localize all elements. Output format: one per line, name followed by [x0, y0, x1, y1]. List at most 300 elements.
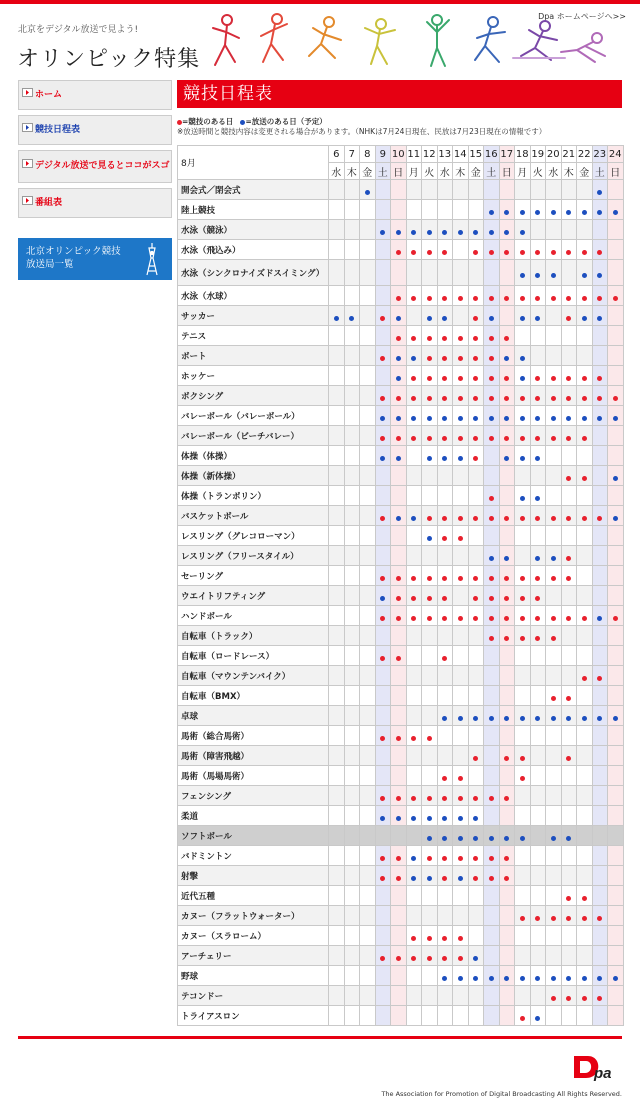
- schedule-cell: [530, 766, 546, 786]
- schedule-cell: [484, 606, 500, 626]
- schedule-cell: [499, 966, 515, 986]
- schedule-cell: [329, 260, 345, 286]
- schedule-row: [178, 486, 624, 506]
- date-17: 17: [499, 146, 515, 163]
- competition-day-dot: [442, 616, 447, 621]
- schedule-cell: [422, 786, 438, 806]
- schedule-cell: [515, 766, 531, 786]
- competition-day-dot: [566, 576, 571, 581]
- schedule-cell: [344, 200, 360, 220]
- competition-day-dot: [535, 616, 540, 621]
- schedule-cell: [592, 826, 608, 846]
- competition-day-dot: [473, 456, 478, 461]
- competition-day-dot: [597, 296, 602, 301]
- schedule-cell: [515, 646, 531, 666]
- schedule-cell: [608, 826, 624, 846]
- schedule-cell: [530, 606, 546, 626]
- competition-day-dot: [427, 736, 432, 741]
- competition-day-dot: [427, 376, 432, 381]
- schedule-cell: [530, 886, 546, 906]
- schedule-cell: [608, 586, 624, 606]
- competition-day-dot: [489, 356, 494, 361]
- broadcaster-list-banner[interactable]: [18, 238, 172, 280]
- schedule-cell: [468, 180, 484, 200]
- schedule-cell: [375, 946, 391, 966]
- schedule-cell: [608, 846, 624, 866]
- schedule-cell: [561, 646, 577, 666]
- broadcast-day-dot: [427, 416, 432, 421]
- schedule-cell: [499, 566, 515, 586]
- schedule-cell: [499, 826, 515, 846]
- schedule-cell: [484, 986, 500, 1006]
- schedule-cell: [391, 846, 407, 866]
- site-tagline: 北京をデジタル放送で見よう!: [18, 25, 139, 35]
- schedule-cell: [546, 260, 562, 286]
- schedule-cell: [561, 726, 577, 746]
- schedule-cell: [453, 946, 469, 966]
- schedule-cell: [360, 306, 376, 326]
- broadcast-day-dot: [489, 210, 494, 215]
- schedule-cell: [437, 486, 453, 506]
- schedule-cell: [530, 286, 546, 306]
- nav-program-guide[interactable]: [18, 188, 172, 218]
- schedule-table: [177, 145, 624, 1026]
- schedule-cell: [422, 506, 438, 526]
- schedule-cell: [468, 426, 484, 446]
- schedule-cell: [344, 806, 360, 826]
- schedule-cell: [530, 260, 546, 286]
- schedule-row: [178, 1006, 624, 1026]
- sport-name: フェンシング: [178, 786, 329, 806]
- schedule-cell: [360, 946, 376, 966]
- schedule-cell: [484, 506, 500, 526]
- sport-name: バレーボール（ビーチバレー）: [178, 426, 329, 446]
- competition-day-dot: [535, 916, 540, 921]
- competition-day-dot: [504, 856, 509, 861]
- competition-day-dot: [566, 396, 571, 401]
- schedule-cell: [484, 586, 500, 606]
- schedule-cell: [561, 926, 577, 946]
- schedule-cell: [422, 706, 438, 726]
- broadcast-day-dot: [551, 976, 556, 981]
- schedule-cell: [422, 286, 438, 306]
- competition-day-dot: [582, 616, 587, 621]
- schedule-cell: [468, 260, 484, 286]
- schedule-cell: [422, 726, 438, 746]
- competition-day-dot: [458, 536, 463, 541]
- schedule-cell: [422, 626, 438, 646]
- schedule-cell: [453, 486, 469, 506]
- schedule-cell: [422, 686, 438, 706]
- schedule-cell: [437, 726, 453, 746]
- broadcast-day-dot: [349, 316, 354, 321]
- schedule-cell: [437, 886, 453, 906]
- schedule-cell: [468, 786, 484, 806]
- schedule-cell: [592, 526, 608, 546]
- schedule-cell: [515, 686, 531, 706]
- sport-name: 馬術（障害飛越）: [178, 746, 329, 766]
- schedule-cell: [391, 200, 407, 220]
- schedule-cell: [546, 746, 562, 766]
- schedule-cell: [375, 746, 391, 766]
- broadcast-day-dot: [458, 976, 463, 981]
- schedule-cell: [546, 346, 562, 366]
- competition-day-dot: [396, 956, 401, 961]
- schedule-cell: [453, 306, 469, 326]
- broadcast-day-dot: [504, 716, 509, 721]
- sport-name: 柔道: [178, 806, 329, 826]
- schedule-cell: [468, 606, 484, 626]
- competition-day-dot: [566, 696, 571, 701]
- schedule-cell: [406, 626, 422, 646]
- schedule-cell: [344, 526, 360, 546]
- competition-day-dot: [458, 296, 463, 301]
- schedule-cell: [453, 586, 469, 606]
- schedule-cell: [329, 180, 345, 200]
- schedule-cell: [437, 866, 453, 886]
- schedule-cell: [406, 220, 422, 240]
- schedule-cell: [561, 506, 577, 526]
- schedule-cell: [422, 346, 438, 366]
- schedule-cell: [453, 346, 469, 366]
- schedule-cell: [608, 546, 624, 566]
- broadcast-day-dot: [473, 230, 478, 235]
- schedule-cell: [329, 486, 345, 506]
- schedule-cell: [375, 826, 391, 846]
- schedule-cell: [453, 446, 469, 466]
- schedule-cell: [453, 766, 469, 786]
- schedule-cell: [484, 326, 500, 346]
- schedule-cell: [592, 506, 608, 526]
- weekday-7: 木: [344, 163, 360, 180]
- schedule-cell: [344, 346, 360, 366]
- schedule-cell: [468, 726, 484, 746]
- schedule-cell: [468, 586, 484, 606]
- schedule-cell: [329, 1006, 345, 1026]
- schedule-cell: [391, 866, 407, 886]
- schedule-row: [178, 546, 624, 566]
- schedule-cell: [546, 766, 562, 786]
- schedule-cell: [406, 200, 422, 220]
- schedule-cell: [453, 826, 469, 846]
- schedule-cell: [546, 606, 562, 626]
- competition-day-dot: [473, 876, 478, 881]
- schedule-cell: [577, 946, 593, 966]
- schedule-cell: [577, 786, 593, 806]
- schedule-cell: [453, 726, 469, 746]
- schedule-row: [178, 886, 624, 906]
- schedule-cell: [515, 566, 531, 586]
- schedule-cell: [592, 626, 608, 646]
- schedule-cell: [437, 966, 453, 986]
- broadcast-day-dot: [535, 716, 540, 721]
- schedule-cell: [375, 366, 391, 386]
- schedule-cell: [375, 806, 391, 826]
- schedule-cell: [391, 666, 407, 686]
- schedule-cell: [344, 180, 360, 200]
- schedule-cell: [453, 746, 469, 766]
- schedule-cell: [577, 260, 593, 286]
- schedule-cell: [546, 626, 562, 646]
- schedule-cell: [608, 946, 624, 966]
- competition-day-dot: [520, 296, 525, 301]
- competition-day-dot: [442, 250, 447, 255]
- schedule-cell: [515, 626, 531, 646]
- arrow-right-icon: [22, 88, 33, 97]
- competition-day-dot: [504, 616, 509, 621]
- schedule-cell: [592, 886, 608, 906]
- schedule-cell: [592, 446, 608, 466]
- competition-day-dot: [473, 516, 478, 521]
- schedule-cell: [546, 926, 562, 946]
- schedule-cell: [546, 666, 562, 686]
- competition-day-dot: [442, 336, 447, 341]
- schedule-cell: [608, 326, 624, 346]
- schedule-cell: [468, 646, 484, 666]
- competition-day-dot: [411, 436, 416, 441]
- broadcast-day-dot: [473, 976, 478, 981]
- schedule-cell: [515, 926, 531, 946]
- schedule-cell: [561, 686, 577, 706]
- schedule-cell: [499, 606, 515, 626]
- schedule-cell: [515, 746, 531, 766]
- competition-day-dot: [582, 896, 587, 901]
- broadcast-day-dot: [613, 476, 618, 481]
- schedule-cell: [391, 606, 407, 626]
- schedule-cell: [360, 926, 376, 946]
- broadcast-day-dot: [473, 956, 478, 961]
- schedule-cell: [422, 366, 438, 386]
- schedule-cell: [592, 586, 608, 606]
- competition-day-dot: [566, 756, 571, 761]
- schedule-cell: [577, 626, 593, 646]
- schedule-cell: [577, 326, 593, 346]
- schedule-row: [178, 506, 624, 526]
- schedule-cell: [577, 906, 593, 926]
- broadcast-day-dot: [380, 816, 385, 821]
- schedule-cell: [422, 666, 438, 686]
- schedule-cell: [406, 826, 422, 846]
- broadcast-day-dot: [520, 836, 525, 841]
- schedule-cell: [437, 786, 453, 806]
- schedule-cell: [592, 666, 608, 686]
- date-11: 11: [406, 146, 422, 163]
- schedule-cell: [484, 906, 500, 926]
- schedule-cell: [375, 326, 391, 346]
- schedule-cell: [437, 806, 453, 826]
- competition-day-dot: [427, 436, 432, 441]
- schedule-cell: [577, 986, 593, 1006]
- competition-day-dot: [489, 596, 494, 601]
- schedule-cell: [530, 846, 546, 866]
- broadcast-day-dot: [551, 416, 556, 421]
- broadcast-day-dot: [411, 416, 416, 421]
- schedule-cell: [561, 426, 577, 446]
- competition-day-dot: [520, 916, 525, 921]
- schedule-cell: [530, 966, 546, 986]
- weekday-17: 日: [499, 163, 515, 180]
- schedule-cell: [329, 426, 345, 446]
- broadcast-day-dot: [458, 456, 463, 461]
- schedule-cell: [453, 506, 469, 526]
- schedule-row: [178, 686, 624, 706]
- schedule-cell: [437, 746, 453, 766]
- schedule-cell: [360, 566, 376, 586]
- schedule-cell: [577, 966, 593, 986]
- schedule-cell: [329, 906, 345, 926]
- schedule-cell: [344, 766, 360, 786]
- schedule-cell: [515, 326, 531, 346]
- schedule-cell: [360, 606, 376, 626]
- schedule-cell: [608, 200, 624, 220]
- schedule-cell: [375, 180, 391, 200]
- schedule-cell: [453, 606, 469, 626]
- competition-day-dot: [520, 1016, 525, 1021]
- schedule-cell: [592, 606, 608, 626]
- competition-day-dot: [535, 596, 540, 601]
- schedule-cell: [329, 240, 345, 260]
- broadcast-day-dot: [582, 716, 587, 721]
- schedule-cell: [592, 346, 608, 366]
- broadcast-day-dot: [551, 716, 556, 721]
- date-20: 20: [546, 146, 562, 163]
- competition-day-dot: [535, 436, 540, 441]
- nav-digital-features[interactable]: [18, 150, 172, 183]
- schedule-cell: [530, 666, 546, 686]
- dpa-home-link[interactable]: Dpa ホームページへ>>: [538, 12, 626, 21]
- schedule-cell: [468, 466, 484, 486]
- nav-schedule[interactable]: [18, 115, 172, 145]
- broadcast-day-dot: [442, 836, 447, 841]
- schedule-cell: [515, 966, 531, 986]
- broadcast-day-dot: [597, 316, 602, 321]
- schedule-cell: [391, 926, 407, 946]
- competition-day-dot: [396, 736, 401, 741]
- schedule-cell: [577, 346, 593, 366]
- schedule-cell: [530, 746, 546, 766]
- broadcast-day-dot: [582, 273, 587, 278]
- competition-day-dot: [442, 776, 447, 781]
- schedule-cell: [577, 180, 593, 200]
- schedule-cell: [422, 466, 438, 486]
- competition-day-dot: [566, 896, 571, 901]
- schedule-row: [178, 706, 624, 726]
- competition-day-dot: [442, 396, 447, 401]
- competition-day-dot: [504, 576, 509, 581]
- schedule-cell: [329, 466, 345, 486]
- schedule-cell: [406, 466, 422, 486]
- schedule-cell: [360, 986, 376, 1006]
- date-15: 15: [468, 146, 484, 163]
- competition-day-dot: [458, 436, 463, 441]
- schedule-cell: [406, 366, 422, 386]
- date-12: 12: [422, 146, 438, 163]
- schedule-cell: [484, 626, 500, 646]
- schedule-cell: [437, 526, 453, 546]
- competition-day-dot: [582, 676, 587, 681]
- schedule-cell: [577, 220, 593, 240]
- schedule-cell: [499, 906, 515, 926]
- broadcast-day-dot: [411, 856, 416, 861]
- schedule-cell: [453, 386, 469, 406]
- schedule-cell: [592, 946, 608, 966]
- schedule-cell: [453, 986, 469, 1006]
- schedule-cell: [375, 906, 391, 926]
- weekday-21: 木: [561, 163, 577, 180]
- schedule-cell: [422, 966, 438, 986]
- schedule-cell: [375, 686, 391, 706]
- schedule-cell: [546, 426, 562, 446]
- schedule-cell: [530, 946, 546, 966]
- broadcast-day-dot: [442, 976, 447, 981]
- schedule-cell: [360, 446, 376, 466]
- competition-day-dot: [597, 376, 602, 381]
- broadcast-day-dot: [535, 556, 540, 561]
- competition-day-dot: [504, 436, 509, 441]
- schedule-cell: [422, 766, 438, 786]
- schedule-cell: [360, 686, 376, 706]
- schedule-cell: [484, 946, 500, 966]
- schedule-cell: [437, 180, 453, 200]
- schedule-cell: [561, 946, 577, 966]
- schedule-cell: [561, 866, 577, 886]
- broadcast-day-dot: [473, 716, 478, 721]
- schedule-cell: [577, 386, 593, 406]
- schedule-cell: [468, 200, 484, 220]
- broadcast-day-dot: [597, 416, 602, 421]
- schedule-cell: [329, 686, 345, 706]
- schedule-cell: [468, 326, 484, 346]
- sport-name: 馬術（馬場馬術）: [178, 766, 329, 786]
- competition-day-dot: [411, 616, 416, 621]
- competition-day-dot: [427, 956, 432, 961]
- broadcast-day-dot: [396, 816, 401, 821]
- competition-day-dot: [489, 376, 494, 381]
- weekday-13: 水: [437, 163, 453, 180]
- nav-home[interactable]: [18, 80, 172, 110]
- competition-day-dot: [582, 476, 587, 481]
- schedule-cell: [530, 1006, 546, 1026]
- broadcast-day-dot: [504, 976, 509, 981]
- schedule-cell: [329, 826, 345, 846]
- schedule-cell: [391, 366, 407, 386]
- schedule-cell: [608, 626, 624, 646]
- schedule-cell: [468, 746, 484, 766]
- date-13: 13: [437, 146, 453, 163]
- schedule-cell: [406, 846, 422, 866]
- schedule-cell: [561, 966, 577, 986]
- broadcast-day-dot: [365, 190, 370, 195]
- competition-day-dot: [551, 396, 556, 401]
- schedule-cell: [468, 286, 484, 306]
- schedule-cell: [453, 886, 469, 906]
- schedule-cell: [422, 606, 438, 626]
- schedule-cell: [468, 686, 484, 706]
- competition-day-dot: [396, 436, 401, 441]
- schedule-cell: [344, 986, 360, 1006]
- competition-day-dot: [613, 396, 618, 401]
- schedule-cell: [499, 726, 515, 746]
- schedule-cell: [329, 786, 345, 806]
- schedule-cell: [484, 306, 500, 326]
- competition-day-dot: [411, 250, 416, 255]
- schedule-cell: [592, 546, 608, 566]
- schedule-cell: [437, 346, 453, 366]
- sport-name: カヌー（スラローム）: [178, 926, 329, 946]
- broadcast-day-dot: [411, 876, 416, 881]
- schedule-cell: [515, 666, 531, 686]
- sport-name: ハンドボール: [178, 606, 329, 626]
